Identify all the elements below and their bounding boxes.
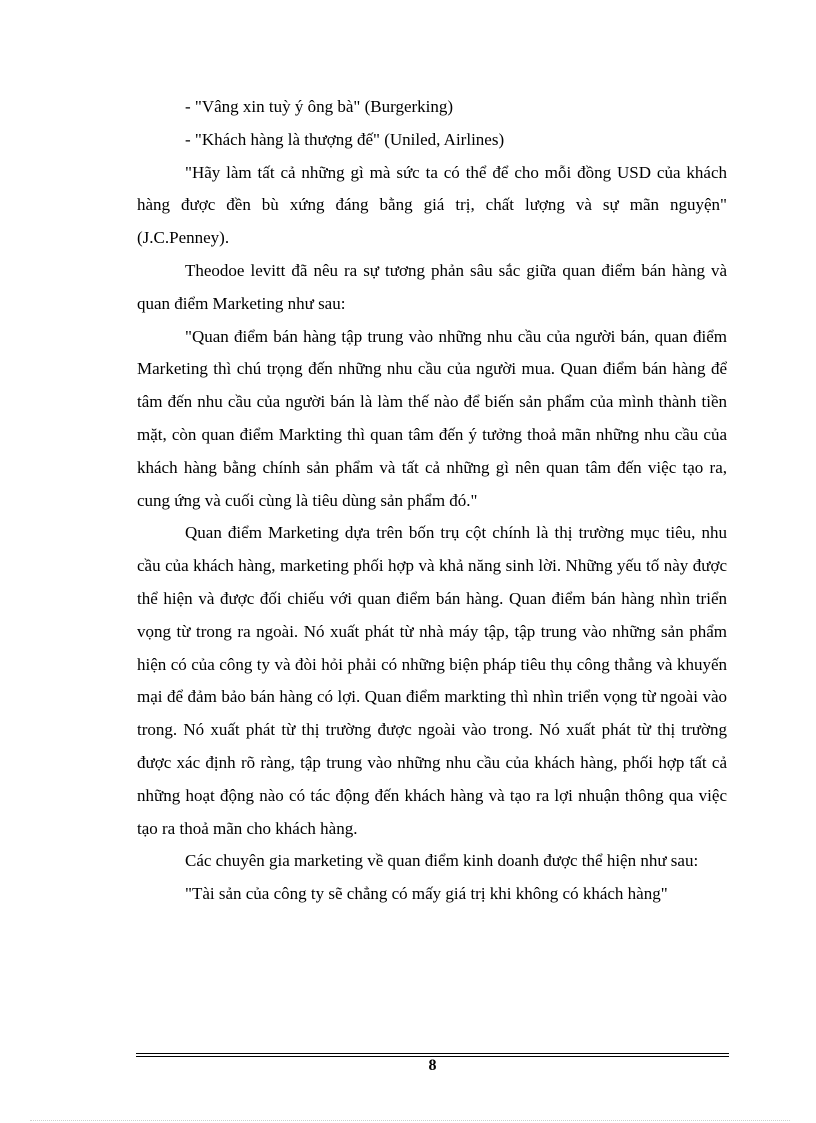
- page-bottom-edge: [30, 1120, 790, 1121]
- quote-company-assets: "Tài sản của công ty sẽ chẳng có mấy giá trị khi không có khách hàng": [185, 884, 668, 904]
- paragraph-levitt-intro: Theodoe levitt đã nêu ra sự tương phản sâu sắc giữa quan điểm bán hàng và quan điểm Marketing như sau:: [137, 260, 727, 313]
- body-text: [137, 91, 727, 911]
- page-number: 8: [428, 1057, 437, 1074]
- paragraph-experts-intro: Các chuyên gia marketing về quan điểm kinh doanh được thể hiện như sau:: [185, 851, 699, 871]
- quote-airlines: - "Khách hàng là thượng đế" (Uniled, Airlines): [185, 129, 505, 149]
- quote-jcpenney: "Hãy làm tất cả những gì mà sức ta có thể để cho mỗi đồng USD của khách hàng được đền bù xứng đáng bằng giá trị, chất lượng và sự mãn nguyện" (J.C.Penney).: [137, 162, 727, 248]
- quote-burgerking: - "Vâng xin tuỳ ý ông bà" (Burgerking): [185, 97, 454, 116]
- paragraph-marketing-pillars: Quan điểm Marketing dựa trên bốn trụ cột chính là thị trường mục tiêu, nhu cầu của khách hàng, marketing phối hợp và khả năng sinh lời. Những yếu tố này được thể hiện và được đối chiếu với quan điểm bán hàng. Quan điểm bán hàng nhìn triển vọng từ trong ra ngoài. Nó xuất phát từ nhà máy tập, tập trung vào những sản phẩm hiện có của công ty và đòi hỏi phải có những biện pháp tiêu thụ công thẳng và khuyến mại để đảm bảo bán hàng có lợi. Quan điểm markting thì nhìn triển vọng từ ngoài vào trong. Nó xuất phát từ thị trường được ngoài vào trong. Nó xuất phát từ thị trường được xác định rõ ràng, tập trung vào những nhu cầu của khách hàng, phối hợp tất cả những hoạt động nào có tác động đến khách hàng và tạo ra lợi nhuận thông qua việc tạo ra thoả mãn cho khách hàng.: [137, 523, 727, 838]
- paragraph-levitt-quote: "Quan điểm bán hàng tập trung vào những nhu cầu của người bán, quan điểm Marketing thì chú trọng đến những nhu cầu của người mua. Quan điểm bán hàng để tâm đến nhu cầu của người bán là làm thế nào để biến sản phẩm của mình thành tiền mặt, còn quan điểm Markting thì quan tâm đến ý tưởng thoả mãn những nhu cầu của khách hàng bằng chính sản phẩm và tất cả những gì nên quan tâm đến việc tạo ra, cung ứng và cuối cùng là tiêu dùng sản phẩm đó.": [137, 326, 727, 510]
